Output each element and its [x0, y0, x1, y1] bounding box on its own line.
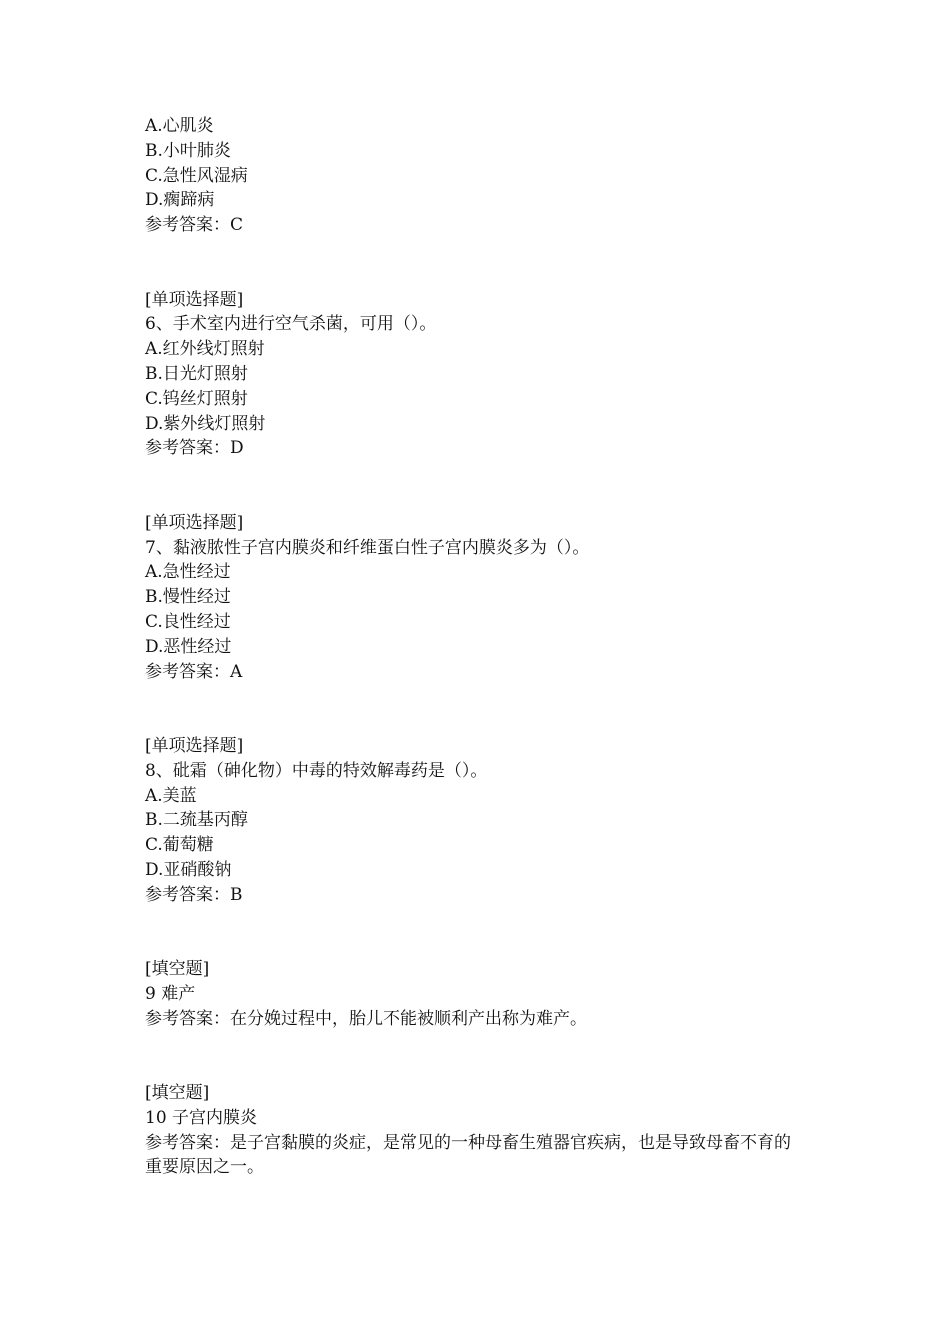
option-b: B.二巯基丙醇	[145, 810, 248, 831]
option-b: B.小叶肺炎	[145, 140, 231, 161]
question-type: [单项选择题]	[145, 735, 244, 756]
spacer	[145, 238, 805, 288]
question-stem: 8、砒霜（砷化物）中毒的特效解毒药是（）。	[145, 760, 488, 781]
option-b: B.日光灯照射	[145, 363, 248, 384]
option-c: C.钨丝灯照射	[145, 388, 248, 409]
option-d: D.亚硝酸钠	[145, 859, 232, 880]
question-type: [单项选择题]	[145, 512, 244, 533]
option-c: C.葡萄糖	[145, 835, 214, 856]
question-type: [填空题]	[145, 959, 210, 980]
option-a: A.急性经过	[145, 562, 231, 583]
option-a: A.红外线灯照射	[145, 339, 265, 360]
answer: 参考答案：C	[145, 215, 244, 236]
question-5-tail	[145, 114, 805, 238]
answer: 参考答案：是子宫黏膜的炎症，是常见的一种母畜生殖器官疾病，也是导致母畜不育的重要原因之一。	[145, 1132, 791, 1178]
option-c: C.急性风湿病	[145, 165, 248, 186]
question-type: [填空题]	[145, 1083, 210, 1104]
question-stem: 7、黏液脓性子宫内膜炎和纤维蛋白性子宫内膜炎多为（）。	[145, 537, 590, 558]
option-a: A.心肌炎	[145, 116, 214, 136]
option-d: D.紫外线灯照射	[145, 413, 266, 434]
option-d: D.瘸蹄病	[145, 190, 215, 211]
question-10	[145, 1081, 805, 1180]
question-8	[145, 734, 805, 908]
document-page	[145, 114, 805, 1180]
question-type: [单项选择题]	[145, 289, 244, 310]
spacer	[145, 1031, 805, 1081]
spacer	[145, 908, 805, 958]
option-d: D.恶性经过	[145, 636, 232, 657]
option-b: B.慢性经过	[145, 587, 231, 608]
option-c: C.良性经过	[145, 611, 231, 632]
answer: 参考答案：B	[145, 884, 243, 905]
question-6	[145, 288, 805, 462]
option-a: A.美蓝	[145, 785, 197, 806]
answer: 参考答案：在分娩过程中，胎儿不能被顺利产出称为难产。	[145, 1008, 587, 1029]
question-7	[145, 511, 805, 685]
answer: 参考答案：A	[145, 661, 243, 682]
spacer	[145, 684, 805, 734]
question-9	[145, 957, 805, 1031]
answer: 参考答案：D	[145, 438, 244, 459]
spacer	[145, 461, 805, 511]
question-stem: 10 子宫内膜炎	[145, 1107, 258, 1128]
question-stem: 6、手术室内进行空气杀菌，可用（）。	[145, 314, 437, 335]
question-stem: 9 难产	[145, 983, 196, 1004]
